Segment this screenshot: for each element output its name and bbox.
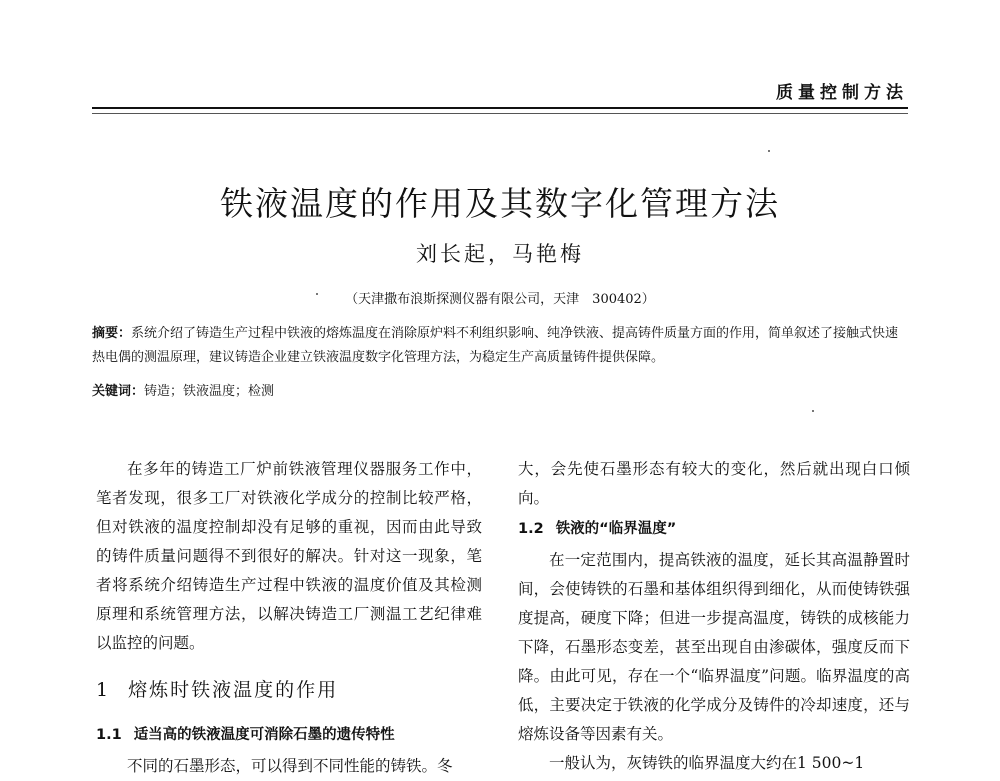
body-left-column (96, 455, 482, 781)
section-number: 1 (96, 679, 111, 701)
abstract-label: 摘要： (92, 326, 132, 341)
keywords-label: 关键词： (92, 384, 145, 399)
paper-affiliation: （天津撒布浪斯探测仪器有限公司，天津 300402） (345, 292, 655, 307)
body-right-column (518, 455, 910, 778)
header-rule-thin (92, 113, 908, 114)
subsection-title: 铁液的“临界温度” (555, 521, 677, 537)
header-rule (92, 107, 908, 109)
scan-speck (316, 293, 318, 295)
abstract-text: 系统介绍了铸造生产过程中铁液的熔炼温度在消除原炉料不利组织影响、纯净铁液、提高铸件质量方面的作用，简单叙述了接触式快速热电偶的测温原理，建议铸造企业建立铁液温度数字化管理方法，为稳定生产高质量铸件提供保障。 (92, 326, 899, 365)
subsection-number: 1.1 (96, 727, 122, 743)
intro-paragraph: 在多年的铸造工厂炉前铁液管理仪器服务工作中，笔者发现，很多工厂对铁液化学成分的控制比较严格，但对铁液的温度控制却没有足够的重视，因而由此导致的铸件质量问题得不到很好的解决。针对这一现象，笔者将系统介绍铸造生产过程中铁液的温度价值及其检测原理和系统管理方法，以解决铸造工厂测温工艺纪律难以监控的问题。 (96, 460, 482, 652)
continued-paragraph: 大，会先使石墨形态有较大的变化，然后就出现白口倾向。 (518, 460, 910, 507)
paper-authors: 刘长起，马艳梅 (416, 242, 584, 266)
keywords (92, 380, 908, 404)
subsection-1-1-paragraph: 不同的石墨形态，可以得到不同性能的铸铁。冬 (127, 757, 453, 775)
subsection-1-2-heading (518, 515, 910, 544)
section-1-heading (96, 676, 482, 705)
subsection-1-2-paragraph: 在一定范围内，提高铁液的温度，延长其高温静置时间，会使铸铁的石墨和基体组织得到细化，从而使铸铁强度提高，硬度下降；但进一步提高温度，铸铁的成核能力下降，石墨形态变差，甚至出现自由渗碳体，强度反而下降。由此可见，存在一个“临界温度”问题。临界温度的高低，主要决定于铁液的化学成分及铸件的冷却速度，还与熔炼设备等因素有关。 (518, 551, 910, 743)
subsection-number: 1.2 (518, 521, 544, 537)
scan-speck (768, 150, 770, 152)
abstract (92, 322, 908, 370)
section-title: 熔炼时铁液温度的作用 (128, 679, 339, 701)
scan-speck (812, 410, 814, 412)
paper-title: 铁液温度的作用及其数字化管理方法 (220, 184, 780, 223)
subsection-title: 适当高的铁液温度可消除石墨的遗传特性 (133, 727, 395, 743)
keywords-text: 铸造；铁液温度；检测 (144, 384, 275, 399)
header-section-label: 质量控制方法 (776, 83, 908, 103)
subsection-1-1-heading (96, 721, 482, 750)
subsection-1-2-paragraph-2: 一般认为，灰铸铁的临界温度大约在1 500~1 (549, 754, 865, 772)
